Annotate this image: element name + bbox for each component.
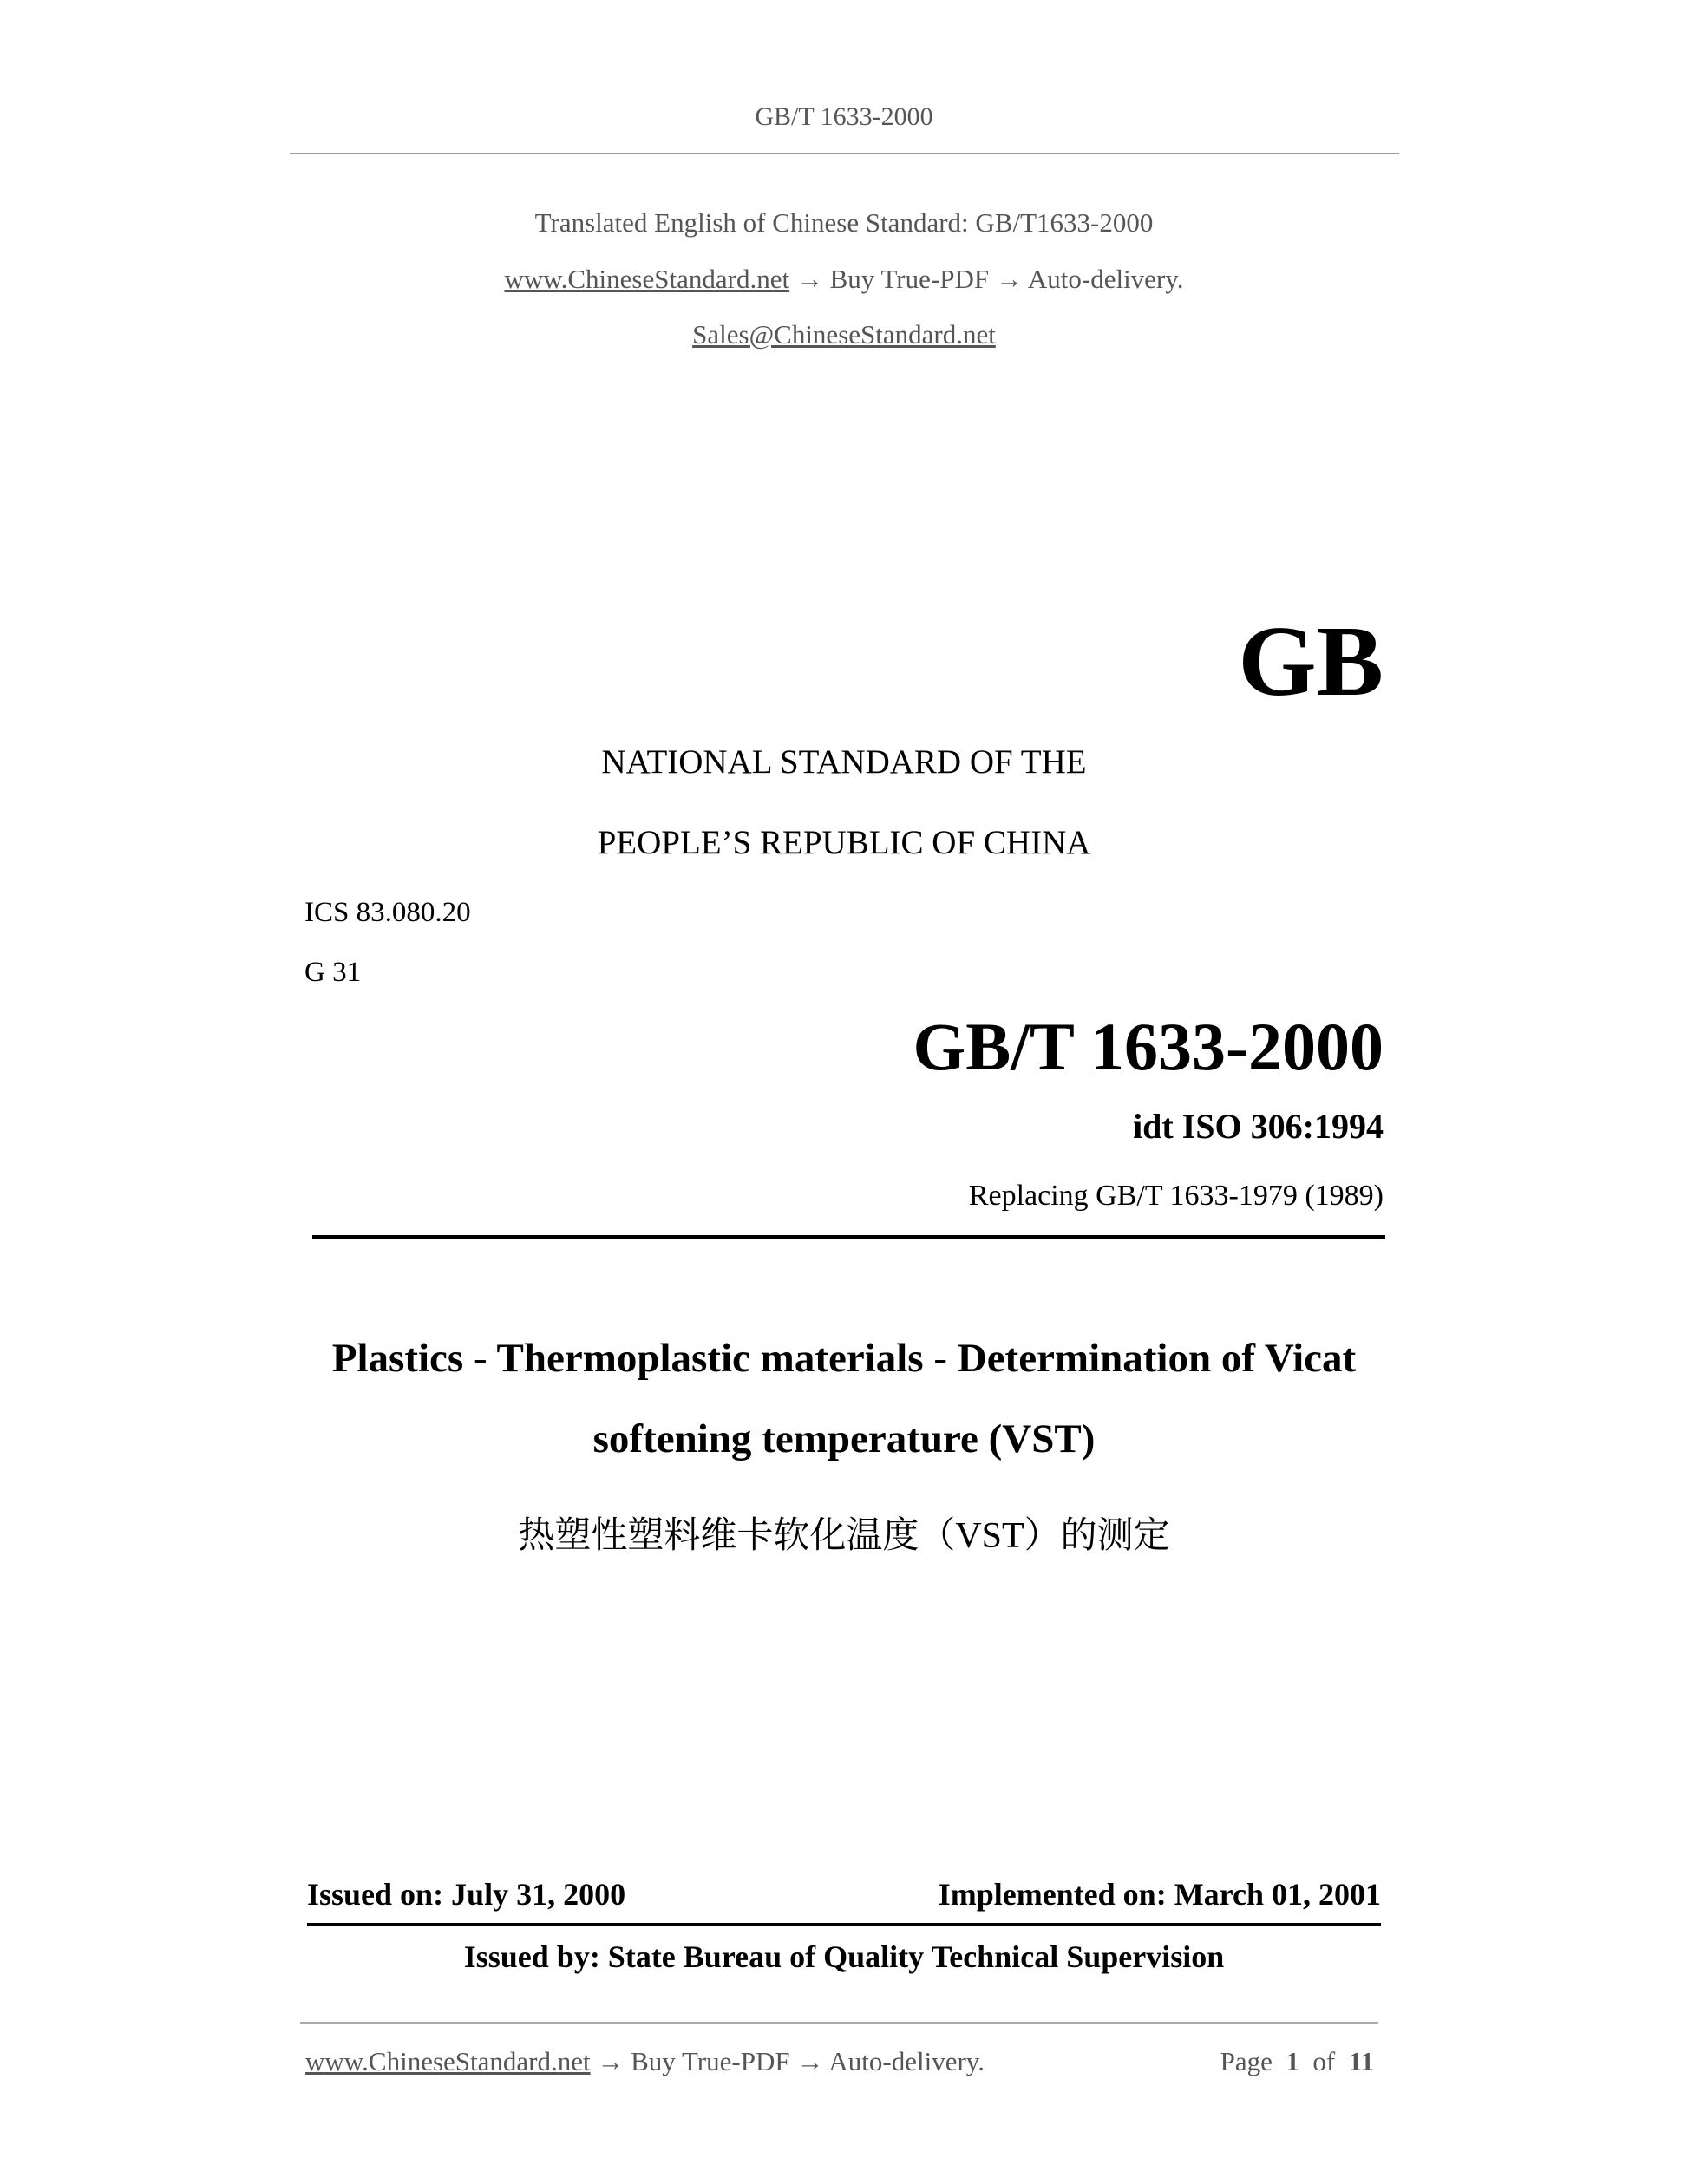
page-label: Page (1220, 2046, 1273, 2076)
page-of: of (1312, 2046, 1336, 2076)
translated-notice: Translated English of Chinese Standard: GB/T1633-2000 (534, 207, 1154, 238)
delivery-text: Auto-delivery. (1027, 264, 1184, 294)
arrow-icon: → (995, 264, 1023, 294)
issued-on: Issued on: July 31, 2000 (307, 1877, 626, 1912)
chinese-title: 热塑性塑料维卡软化温度（VST）的测定 (518, 1516, 1170, 1556)
replacing-note: Replacing GB/T 1633-1979 (1989) (968, 1180, 1384, 1212)
title-line1: Plastics - Thermoplastic materials - Determination of Vicat (331, 1336, 1357, 1381)
title-divider (312, 1235, 1385, 1239)
footer-promo (305, 2048, 985, 2075)
national-standard-line1: NATIONAL STANDARD OF THE (601, 743, 1087, 781)
title-line2: softening temperature (VST) (592, 1416, 1096, 1461)
footer-divider (300, 2022, 1378, 2024)
email-line (0, 321, 1688, 348)
dates-divider (307, 1923, 1381, 1926)
sales-email-link[interactable]: Sales@ChineseStandard.net (692, 319, 996, 350)
arrow-icon: → (796, 2046, 824, 2076)
standard-number: GB/T 1633-2000 (913, 1009, 1384, 1084)
arrow-icon: → (795, 264, 823, 294)
header-divider (290, 153, 1399, 154)
national-standard-line2: PEOPLE’S REPUBLIC OF CHINA (597, 824, 1091, 861)
site-link[interactable]: www.ChineseStandard.net (504, 264, 790, 294)
running-header: GB/T 1633-2000 (755, 102, 933, 131)
page-total: 11 (1348, 2046, 1374, 2076)
page-indicator (1220, 2048, 1374, 2075)
ccs-code: G 31 (304, 957, 362, 988)
footer-delivery-text: Auto-delivery. (828, 2046, 985, 2076)
footer-site-link[interactable]: www.ChineseStandard.net (305, 2046, 591, 2076)
idt-reference: idt ISO 306:1994 (1133, 1107, 1384, 1146)
arrow-icon: → (597, 2046, 625, 2076)
page-current: 1 (1286, 2046, 1299, 2076)
gb-mark: GB (1238, 606, 1384, 717)
buy-text: Buy True-PDF (829, 264, 990, 294)
implemented-on: Implemented on: March 01, 2001 (938, 1877, 1381, 1912)
promo-line (0, 265, 1688, 292)
footer-buy-text: Buy True-PDF (631, 2046, 790, 2076)
issued-by: Issued by: State Bureau of Quality Technical Supervision (463, 1939, 1225, 1974)
ics-code: ICS 83.080.20 (304, 897, 471, 928)
